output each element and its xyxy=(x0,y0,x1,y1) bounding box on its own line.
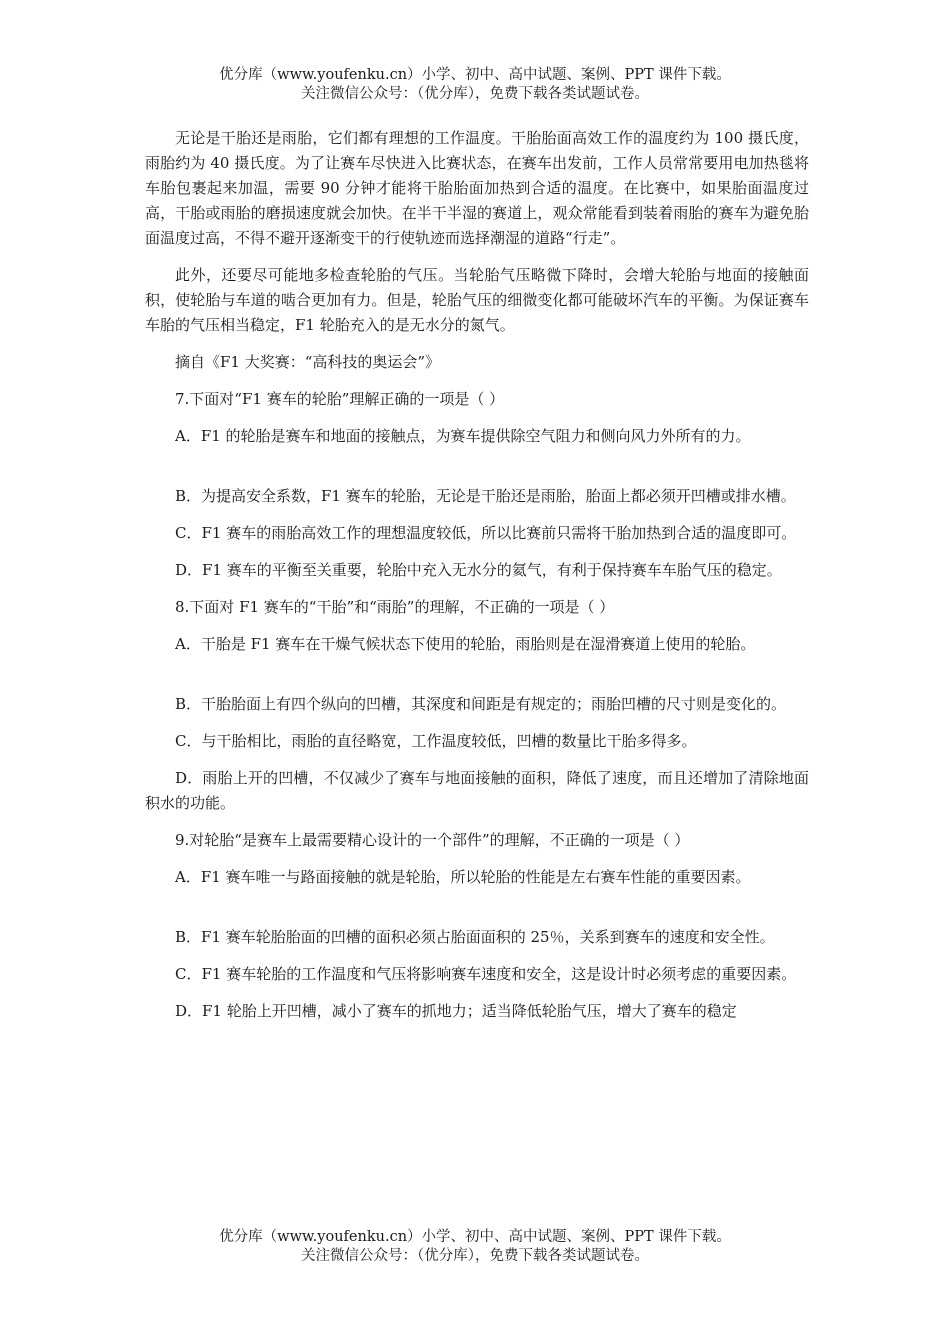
header-line-1: 优分库（www.youfenku.cn）小学、初中、高中试题、案例、PPT 课件下载。 xyxy=(219,67,731,83)
footer-line-2: 关注微信公众号：（优分库），免费下载各类试题试卷。 xyxy=(301,1248,649,1264)
document-body xyxy=(145,126,809,1024)
question-8-option-b: B．干胎胎面上有四个纵向的凹槽，其深度和间距是有规定的；雨胎凹槽的尺寸则是变化的。 xyxy=(175,695,787,713)
question-8-option-d: D．雨胎上开的凹槽，不仅减少了赛车与地面接触的面积，降低了速度，而且还增加了清除地面积水的功能。 xyxy=(145,769,809,812)
header-line-2: 关注微信公众号：（优分库），免费下载各类试题试卷。 xyxy=(301,86,649,102)
question-7-option-a: A．F1 的轮胎是赛车和地面的接触点，为赛车提供除空气阻力和侧向风力外所有的力。 xyxy=(175,427,751,445)
question-9-option-c: C．F1 赛车轮胎的工作温度和气压将影响赛车速度和安全，这是设计时必须考虑的重要因素。 xyxy=(175,965,797,983)
question-9-option-a: A．F1 赛车唯一与路面接触的就是轮胎，所以轮胎的性能是左右赛车性能的重要因素。 xyxy=(175,868,751,886)
body-paragraph-1: 无论是干胎还是雨胎，它们都有理想的工作温度。干胎胎面高效工作的温度约为 100 摄氏度，雨胎约为 40 摄氏度。为了让赛车尽快进入比赛状态，在赛车出发前，工作人员常常要用电加热毯将车胎包裹起来加温，需要 90 分钟才能将干胎胎面加热到合适的温度。在比赛中，如果胎面温度过高，干胎或雨胎的磨损速度就会加快。在半干半湿的赛道上，观众常能看到装着雨胎的赛车为避免胎面温度过高，不得不避开逐渐变干的行使轨迹而选择潮湿的道路“行走”。 xyxy=(145,129,809,247)
question-8-option-c: C．与干胎相比，雨胎的直径略宽，工作温度较低，凹槽的数量比干胎多得多。 xyxy=(175,732,697,750)
body-paragraph-2: 此外，还要尽可能地多检查轮胎的气压。当轮胎气压略微下降时，会增大轮胎与地面的接触面积，使轮胎与车道的啮合更加有力。但是，轮胎气压的细微变化都可能破坏汽车的平衡。为保证赛车车胎的气压相当稳定，F1 轮胎充入的是无水分的氮气。 xyxy=(145,266,809,334)
question-7-option-d: D．F1 赛车的平衡至关重要，轮胎中充入无水分的氦气，有利于保持赛车车胎气压的稳定。 xyxy=(175,561,782,579)
question-9-option-d: D．F1 轮胎上开凹槽，减小了赛车的抓地力；适当降低轮胎气压，增大了赛车的稳定 xyxy=(175,1002,737,1020)
question-7-option-c: C．F1 赛车的雨胎高效工作的理想温度较低，所以比赛前只需将干胎加热到合适的温度即可。 xyxy=(175,524,797,542)
page-footer xyxy=(0,1228,950,1266)
question-8-option-a: A．干胎是 F1 赛车在干燥气候状态下使用的轮胎，雨胎则是在湿滑赛道上使用的轮胎。 xyxy=(175,635,756,653)
question-9-stem: 9.对轮胎“是赛车上最需要精心设计的一个部件”的理解，不正确的一项是（ ） xyxy=(175,831,690,849)
footer-line-1: 优分库（www.youfenku.cn）小学、初中、高中试题、案例、PPT 课件下载。 xyxy=(219,1229,731,1245)
question-7-option-b: B．为提高安全系数，F1 赛车的轮胎，无论是干胎还是雨胎，胎面上都必须开凹槽或排水槽。 xyxy=(175,487,796,505)
question-7-stem: 7.下面对“F1 赛车的轮胎”理解正确的一项是（ ） xyxy=(175,390,505,408)
question-8-stem: 8.下面对 F1 赛车的“干胎”和“雨胎”的理解，不正确的一项是（ ） xyxy=(175,598,615,616)
page-header xyxy=(0,66,950,104)
question-9-option-b: B．F1 赛车轮胎胎面的凹槽的面积必须占胎面面积的 25％，关系到赛车的速度和安全性。 xyxy=(175,928,775,946)
source-citation: 摘自《F1 大奖赛：“高科技的奥运会”》 xyxy=(175,353,441,371)
